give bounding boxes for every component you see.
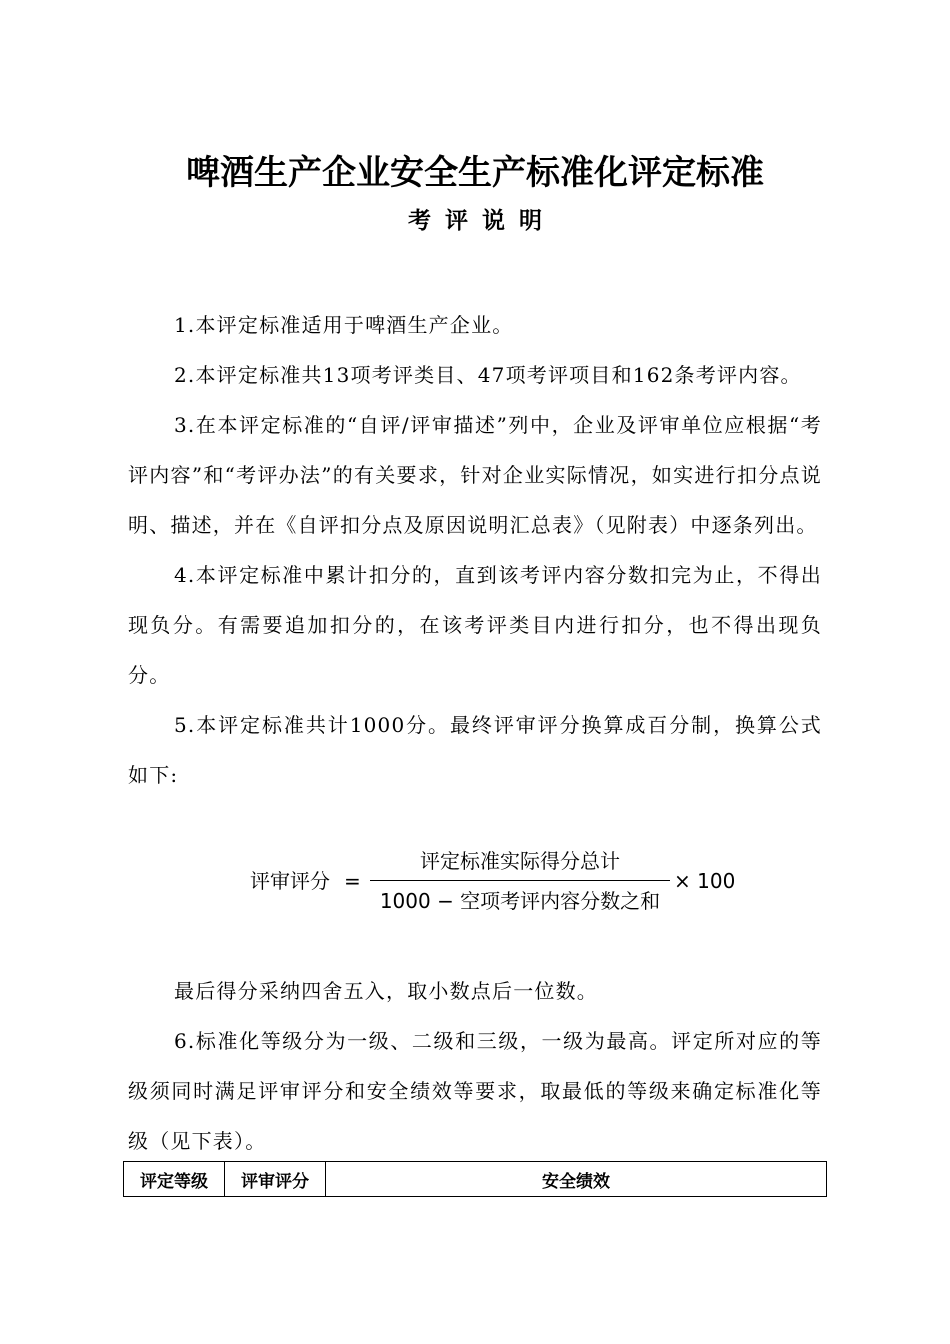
paragraph-6: 6.标准化等级分为一级、二级和三级，一级为最高。评定所对应的等级须同时满足评审评分和安全绩效等要求，取最低的等级来确定标准化等级（见下表）。 — [128, 1029, 822, 1153]
rounding-paragraph: 最后得分采纳四舍五入，取小数点后一位数。 — [174, 979, 598, 1003]
paragraph-5: 5.本评定标准共计1000分。最终评审评分换算成百分制，换算公式如下: — [128, 713, 822, 787]
table-header-score: 评审评分 — [225, 1162, 326, 1197]
table-header-grade: 评定等级 — [124, 1162, 225, 1197]
paragraph-2: 2.本评定标准共13项考评类目、47项考评项目和162条考评内容。 — [174, 363, 802, 387]
formula-numerator: 评定标准实际得分总计 — [420, 849, 620, 873]
formula-multiplier: × 100 — [674, 869, 736, 893]
paragraph-1: 1.本评定标准适用于啤酒生产企业。 — [174, 313, 514, 337]
formula-lhs: 评审评分 — [250, 869, 330, 893]
document-subtitle: 考评说明 — [408, 208, 556, 234]
grade-table — [123, 1161, 827, 1197]
document-title: 啤酒生产企业安全生产标准化评定标准 — [186, 153, 764, 193]
formula-equals: = — [344, 869, 361, 893]
formula-fraction — [370, 846, 670, 916]
paragraph-3: 3.在本评定标准的“自评/评审描述”列中，企业及评审单位应根据“考评内容”和“考评办法”的有关要求，针对企业实际情况，如实进行扣分点说明、描述，并在《自评扣分点及原因说明汇总表》（见附表）中逐条列出。 — [128, 413, 822, 537]
score-formula — [250, 846, 750, 916]
paragraph-4: 4.本评定标准中累计扣分的，直到该考评内容分数扣完为止，不得出现负分。有需要追加扣分的，在该考评类目内进行扣分，也不得出现负分。 — [128, 563, 822, 687]
table-header-safety-performance: 安全绩效 — [326, 1162, 827, 1197]
instructions-body — [128, 300, 822, 800]
formula-fraction-bar — [370, 880, 670, 881]
grade-table-header-row — [124, 1162, 827, 1197]
formula-denominator: 1000 − 空项考评内容分数之和 — [379, 889, 661, 913]
after-formula-body — [128, 966, 822, 1166]
